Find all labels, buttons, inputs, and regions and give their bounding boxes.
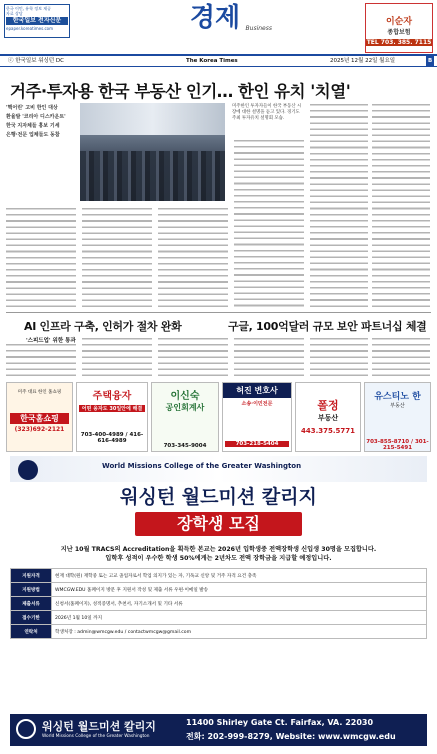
row-key: 제출서류 bbox=[11, 597, 52, 611]
lead-photo bbox=[80, 103, 225, 201]
footer-korean-name: 워싱턴 월드미션 칼리지 bbox=[42, 720, 156, 733]
ad-realtor-paul[interactable] bbox=[295, 382, 361, 452]
requirements-table bbox=[10, 568, 427, 639]
photo-caption: 미주한인 투자자들이 한국 부동산 시장에 대한 설명을 듣고 있다. 경기도 주최 투자유치 설명회 모습. bbox=[232, 104, 302, 121]
ad-title: 폴정 bbox=[317, 399, 339, 412]
ad-line: 미주 대표 한인 홈쇼핑 bbox=[17, 390, 62, 395]
ad-title: 허진 변호사 bbox=[223, 383, 291, 398]
college-address: 11400 Shirley Gate Ct. Fairfax, VA. 22030 bbox=[186, 718, 374, 727]
ad-line: 공인회계사 bbox=[165, 403, 205, 412]
section2-col-3 bbox=[158, 338, 228, 378]
ad-line: 부동산 bbox=[317, 414, 339, 422]
lead-headline[interactable]: 거주·투자용 한국 부동산 인기… 한인 유치 '치열' bbox=[10, 82, 351, 101]
row-value: 2026년 1월 10일 까지 bbox=[52, 611, 427, 625]
college-ad-footer bbox=[10, 714, 427, 746]
section2-subhead: '스피드업' 위한 통과 bbox=[26, 338, 76, 344]
lead-body-col-2 bbox=[82, 208, 152, 308]
table-row bbox=[11, 597, 427, 611]
ad-phone: 703-218-5404 bbox=[225, 441, 289, 447]
row-key: 지원자격 bbox=[11, 569, 52, 583]
ad-title: 주택융자 bbox=[92, 391, 132, 402]
section2-col-4 bbox=[234, 338, 304, 378]
dateline-bar bbox=[0, 54, 437, 67]
ad-phone: (323)692-2121 bbox=[14, 426, 65, 433]
ad-phone: 703-345-9004 bbox=[163, 443, 207, 449]
college-korean-name: 워싱턴 월드미션 칼리지 bbox=[120, 486, 317, 508]
lead-body-col-5 bbox=[310, 104, 368, 308]
promo-line: 자료 상담 bbox=[6, 11, 23, 16]
subhead-line: 한국 지자체들 홍보 기세 bbox=[6, 123, 60, 129]
ad-cpa[interactable] bbox=[151, 382, 219, 452]
table-row bbox=[11, 625, 427, 639]
section2-col-5 bbox=[310, 338, 368, 378]
row-value[interactable]: 학생처장 : admin@wmcgw.edu / contactwmcgw@gmail.com bbox=[52, 625, 427, 639]
section2-col-6 bbox=[372, 338, 430, 378]
row-key: 접수기한 bbox=[11, 611, 52, 625]
ad-line: 어떤 융자도 30일안에 해결 bbox=[79, 405, 145, 412]
section2-headline[interactable]: AI 인프라 구축, 인허가 절차 완화 bbox=[24, 320, 182, 333]
row-key: 연락처 bbox=[11, 625, 52, 639]
ad-title: 한국홈쇼핑 bbox=[10, 413, 69, 424]
ad-phone: 443.375.5771 bbox=[300, 427, 356, 435]
dateline-date: 2025년 12월 22일 월요일 bbox=[330, 58, 396, 64]
table-row bbox=[11, 611, 427, 625]
agent-role: 종합보험 bbox=[387, 29, 411, 36]
scholarship-banner: 장학생 모집 bbox=[135, 512, 302, 536]
row-value: 신청서(홈페이지), 성적증명서, 추천서, 자기소개서 및 기타 서류 bbox=[52, 597, 427, 611]
college-intro: 지난 10월 TRACS의 Accreditation을 획득한 본교는 2026년 입학생중 전액장학생 신입생 30명을 모집합니다. bbox=[60, 546, 377, 553]
section2-col-2 bbox=[82, 338, 152, 378]
section-divider bbox=[6, 312, 431, 313]
photo-audience bbox=[80, 151, 225, 201]
lead-body-col-4 bbox=[234, 140, 304, 308]
epaper-url[interactable]: epaper.koreatimes.com bbox=[6, 26, 54, 31]
row-key: 지원방법 bbox=[11, 583, 52, 597]
footer-english-name: World Missions College of the Greater Washington bbox=[42, 734, 150, 739]
masthead bbox=[150, 3, 280, 33]
page-letter: B bbox=[428, 58, 433, 64]
lead-body-col-6 bbox=[372, 104, 430, 308]
photo-stage bbox=[80, 103, 225, 135]
insurance-ad-box[interactable] bbox=[365, 3, 433, 53]
college-seal-icon bbox=[16, 719, 36, 739]
college-intro-2: 입학후 성적이 우수한 학생 50%에게는 2년차도 전액 장학금을 지급할 예정입니다. bbox=[105, 555, 332, 562]
ad-realtor-justino[interactable] bbox=[364, 382, 431, 452]
table-row bbox=[11, 583, 427, 597]
promo-line: 한국 이민, 유학 정보 제공 bbox=[6, 6, 51, 11]
section-title: 경제 bbox=[189, 3, 241, 33]
subhead-line: 환율발 '코리아 디스카운트' bbox=[6, 114, 66, 120]
subhead-line: 은행·전문 업체들도 동참 bbox=[6, 132, 60, 138]
epaper-logo: 한국일보 전자신문 bbox=[6, 17, 68, 25]
agent-name: 이순자 bbox=[385, 17, 413, 27]
college-scholarship-ad[interactable] bbox=[10, 456, 427, 746]
ad-line: 부동산 bbox=[390, 403, 405, 409]
section2-col-1 bbox=[6, 344, 76, 378]
college-seal-icon bbox=[18, 460, 38, 480]
epaper-promo-box[interactable] bbox=[4, 4, 70, 38]
row-value: 현재 대학(원) 재학중 또는 고교 졸업자로서 학업 의지가 있는 자, 기독교 신앙 및 거주 자격 요건 충족 bbox=[52, 569, 427, 583]
lead-body-col-3 bbox=[158, 208, 228, 308]
section-subtitle: Business bbox=[245, 25, 272, 32]
ad-line: 소송·이민전문 bbox=[241, 401, 273, 407]
ad-phone: 703-855-8710 / 301-215-5491 bbox=[366, 439, 429, 451]
ad-attorney[interactable] bbox=[222, 382, 292, 452]
dateline-left: ⓒ 한국일보 워싱턴 DC bbox=[8, 58, 65, 64]
table-row bbox=[11, 569, 427, 583]
ad-home-shopping[interactable] bbox=[6, 382, 73, 452]
ad-title: 이신숙 bbox=[170, 391, 200, 402]
college-phone-web[interactable]: 전화: 202-999-8279, Website: www.wmcgw.edu bbox=[186, 732, 396, 741]
subhead-line: '핵어린' 고비 한인 대상 bbox=[6, 105, 58, 111]
ad-phone: 703-400-4989 / 416-616-4989 bbox=[80, 432, 144, 444]
ad-mortgage[interactable] bbox=[76, 382, 148, 452]
lead-body-col-1 bbox=[6, 208, 76, 308]
row-value: WMCGW.EDU 홈페이지 방문 후 지원서 작성 및 제출 서류 우편·이메일 발송 bbox=[52, 583, 427, 597]
section3-headline[interactable]: 구글, 100억달러 규모 보안 파트너십 체결 bbox=[228, 320, 427, 333]
agent-phone: TEL 703. 385. 7115 bbox=[366, 39, 432, 46]
lead-subheads bbox=[6, 104, 72, 140]
ad-title: 유스티노 한 bbox=[374, 392, 421, 402]
dateline-center: The Korea Times bbox=[186, 58, 238, 64]
college-english-name: World Missions College of the Greater Washington bbox=[102, 462, 302, 470]
